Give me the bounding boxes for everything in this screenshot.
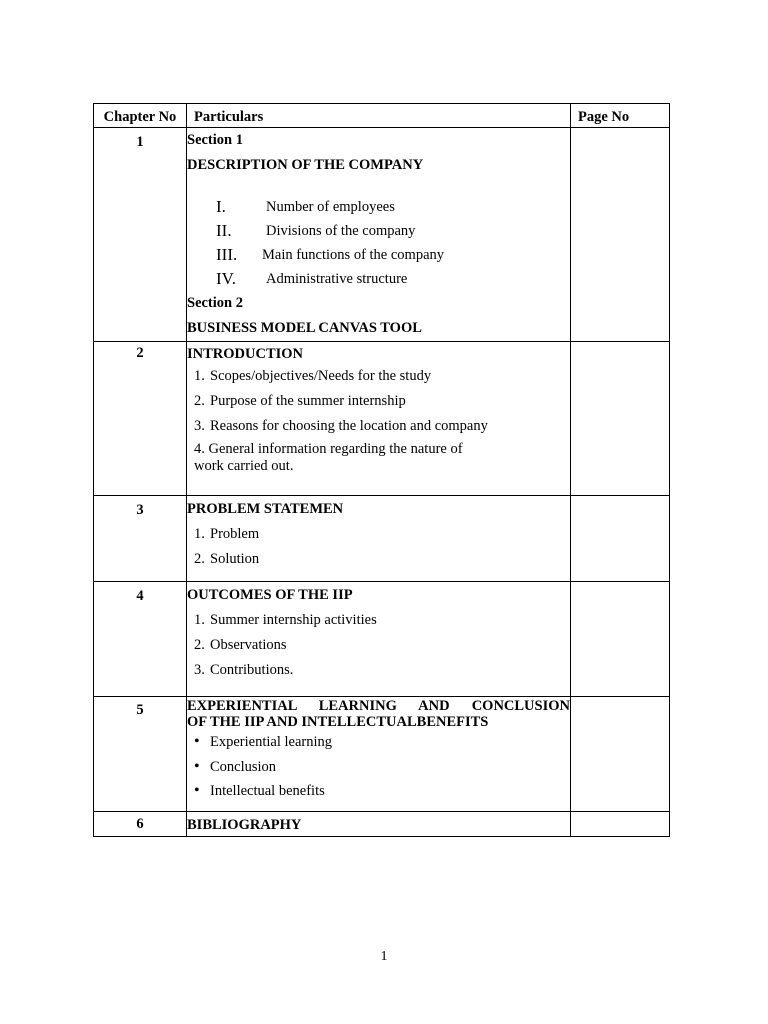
page-number-cell	[571, 496, 670, 582]
list-item: IV. Administrative structure	[216, 269, 408, 288]
list-item: • Conclusion	[187, 755, 570, 780]
particulars-cell	[187, 812, 571, 837]
chapter-title: EXPERIENTIAL LEARNING AND CONCLUSION	[187, 698, 570, 714]
table-row	[94, 582, 670, 697]
page-number-cell	[571, 812, 670, 837]
list-item: 1. Problem	[194, 525, 260, 542]
page-number-cell	[571, 697, 670, 812]
chapter-title: PROBLEM STATEMEN	[187, 501, 344, 517]
list-item: III. Main functions of the company	[216, 245, 445, 264]
table-row	[94, 697, 670, 812]
list-item: I. Number of employees	[216, 197, 395, 216]
chapter-number: 3	[94, 496, 187, 582]
list-item: II. Divisions of the company	[216, 221, 416, 240]
particulars-cell	[187, 697, 571, 812]
chapter-title: BUSINESS MODEL CANVAS TOOL	[187, 319, 422, 336]
table-row	[94, 812, 670, 837]
chapter-title: INTRODUCTION	[187, 346, 304, 362]
table-row	[94, 342, 670, 496]
list-item: 1. Scopes/objectives/Needs for the study	[194, 368, 432, 384]
bullet-icon: •	[194, 757, 200, 775]
list-item: • Experiential learning	[187, 730, 570, 755]
list-item: 2. Purpose of the summer internship	[194, 393, 406, 409]
page-number-cell	[571, 582, 670, 697]
header-chapter-no: Chapter No	[94, 104, 187, 128]
header-row	[94, 104, 670, 128]
particulars-cell	[187, 128, 571, 342]
page-number: 1	[380, 949, 388, 964]
list-item: 3. Contributions.	[194, 661, 294, 678]
chapter-number: 6	[94, 812, 187, 837]
chapter-number: 5	[94, 697, 187, 812]
chapter-title: DESCRIPTION OF THE COMPANY	[187, 156, 424, 173]
chapter-title-continued: OF THE IIP AND INTELLECTUALBENEFITS	[187, 714, 489, 730]
page-number-cell	[571, 128, 670, 342]
page-number-cell	[571, 342, 670, 496]
table-of-contents	[93, 103, 670, 837]
header-particulars: Particulars	[187, 104, 571, 128]
section-heading: Section 2	[187, 295, 243, 311]
list-item: • Intellectual benefits	[187, 779, 570, 804]
list-item: 1. Summer internship activities	[194, 611, 377, 628]
list-item: 2. Observations	[194, 636, 287, 653]
section-heading: Section 1	[187, 132, 243, 148]
bullet-icon: •	[194, 733, 200, 750]
particulars-cell	[187, 342, 571, 496]
particulars-cell	[187, 496, 571, 582]
particulars-cell	[187, 582, 571, 697]
chapter-number: 4	[94, 582, 187, 697]
table-row	[94, 496, 670, 582]
chapter-number: 2	[94, 342, 187, 496]
list-item: 2. Solution	[194, 550, 260, 567]
chapter-title: OUTCOMES OF THE IIP	[187, 587, 353, 603]
list-item: 4. General information regarding the nature of work carried out.	[194, 441, 463, 474]
list-item: 3. Reasons for choosing the location and company	[194, 418, 488, 434]
bullet-icon: •	[194, 782, 200, 799]
header-page-no: Page No	[571, 104, 670, 128]
chapter-title: BIBLIOGRAPHY	[187, 817, 302, 833]
chapter-number: 1	[94, 128, 187, 342]
table-row	[94, 128, 670, 342]
